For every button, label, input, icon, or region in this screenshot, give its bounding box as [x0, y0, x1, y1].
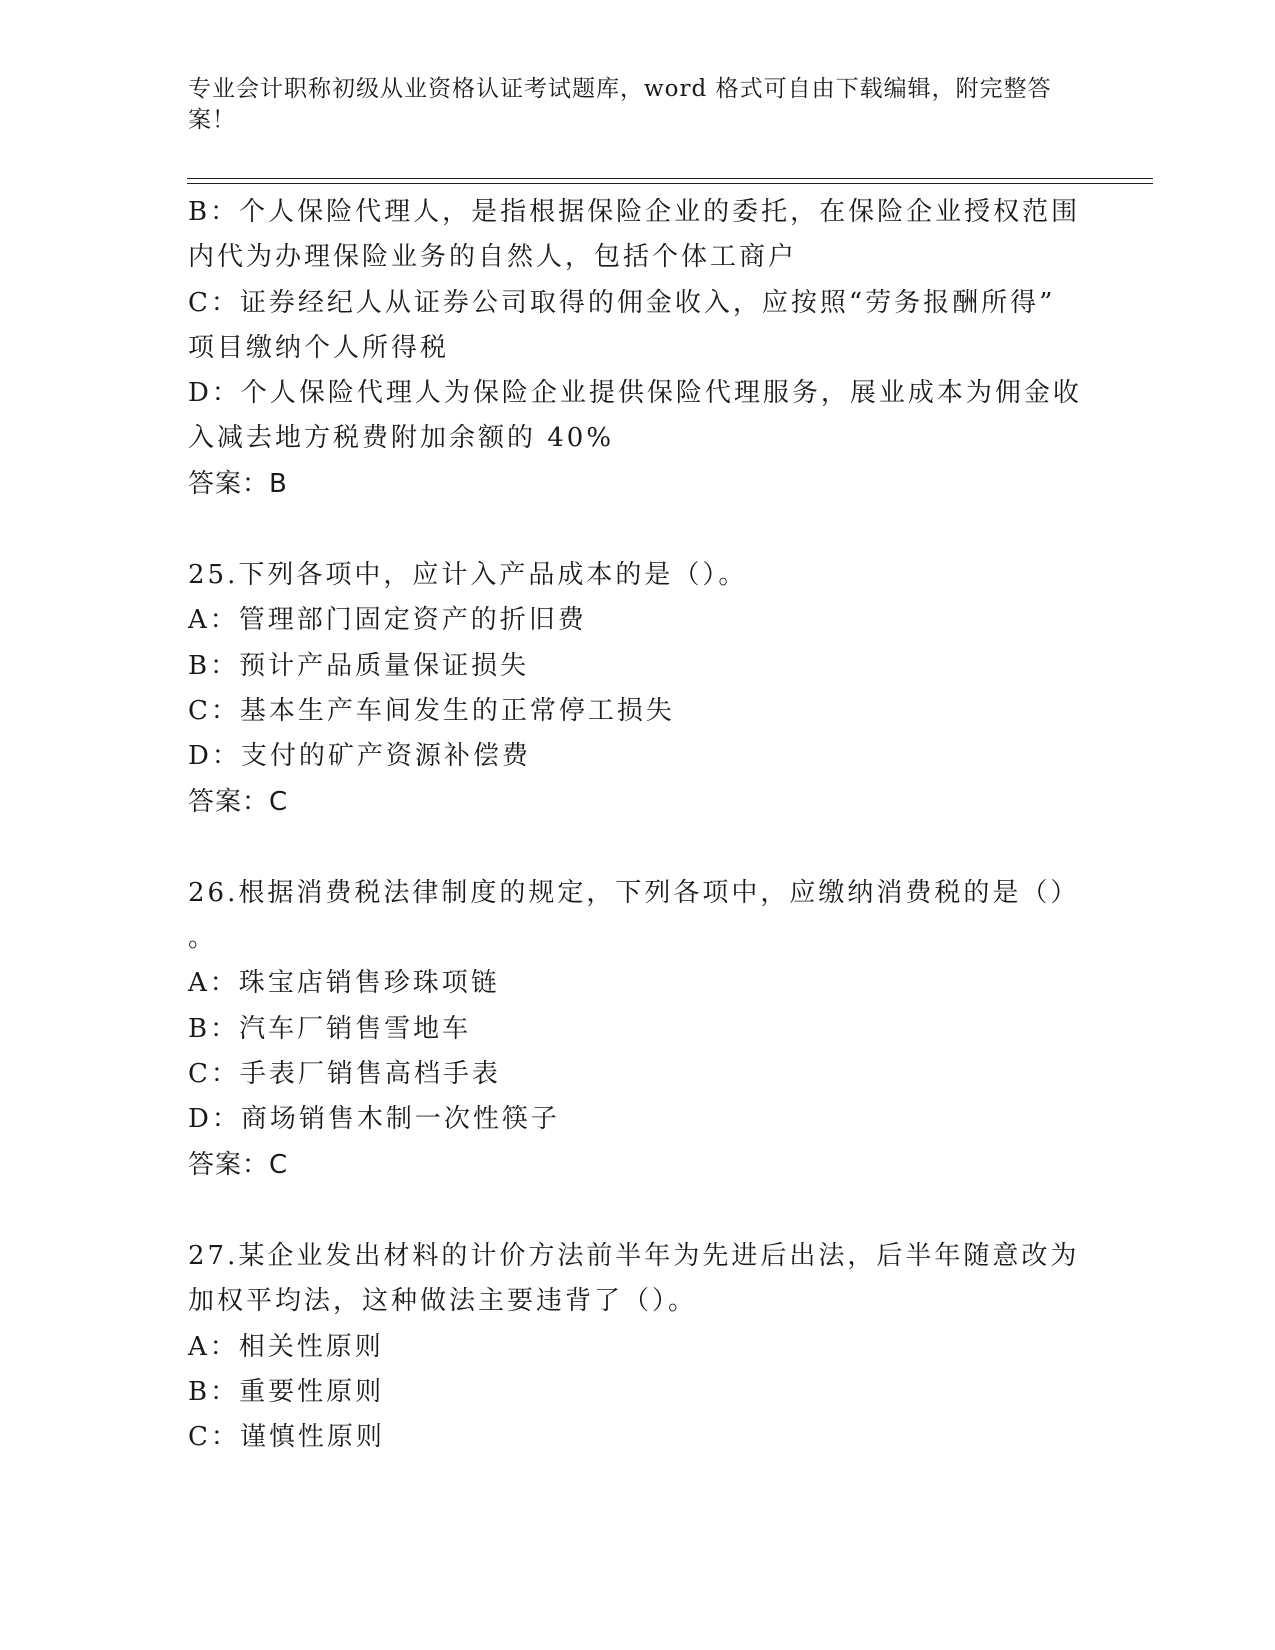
- q25-option-b: B：预计产品质量保证损失: [188, 650, 530, 681]
- q24-option-c-line-2: 项目缴纳个人所得税: [188, 332, 450, 363]
- q26-option-d: D：商场销售木制一次性筷子: [188, 1104, 560, 1135]
- q27-option-b: B：重要性原则: [188, 1376, 385, 1407]
- q24-option-d-line-2: 入减去地方税费附加余额的 40%: [188, 423, 615, 454]
- q25-option-c: C：基本生产车间发生的正常停工损失: [188, 695, 675, 726]
- spacer: [188, 825, 1088, 871]
- q27-question-line-2: 加权平均法，这种做法主要违背了（）。: [188, 1286, 698, 1317]
- header-line-2: 案！: [188, 107, 236, 133]
- q24-option-b-line-1: B：个人保险代理人，是指根据保险企业的委托，在保险企业授权范围: [188, 197, 1081, 227]
- q26-question-line-1: 26.根据消费税法律制度的规定，下列各项中，应缴纳消费税的是（）: [188, 877, 1080, 908]
- q26-question-line-2: 。: [188, 923, 218, 954]
- header-rule-top: [187, 178, 1153, 179]
- spacer: [188, 1188, 1088, 1234]
- q27-option-a: A：相关性原则: [188, 1331, 384, 1362]
- q25-option-a: A：管理部门固定资产的折旧费: [188, 605, 587, 636]
- q24-answer: 答案：B: [188, 468, 288, 499]
- q24-option-c-line-1: C：证券经纪人从证券公司取得的佣金收入，应按照“劳务报酬所得”: [188, 287, 1056, 318]
- q25-answer: 答案：C: [188, 786, 289, 817]
- q25-question: 25.下列各项中，应计入产品成本的是（）。: [188, 560, 748, 591]
- document-header: [188, 74, 1068, 136]
- header-line-1: 专业会计职称初级从业资格认证考试题库，word 格式可自由下载编辑，附完整答: [188, 76, 1052, 102]
- q26-option-b: B：汽车厂销售雪地车: [188, 1013, 472, 1044]
- question-content: [188, 190, 1088, 1460]
- q25-option-d: D：支付的矿产资源补偿费: [188, 741, 531, 772]
- q27-question-line-1: 27.某企业发出材料的计价方法前半年为先进后出法，后半年随意改为: [188, 1240, 1080, 1271]
- q26-option-c: C：手表厂销售高档手表: [188, 1059, 501, 1090]
- header-rule-bottom: [187, 183, 1153, 184]
- q24-option-b-line-2: 内代为办理保险业务的自然人，包括个体工商户: [188, 242, 798, 273]
- q26-option-a: A：珠宝店销售珍珠项链: [188, 968, 500, 999]
- spacer: [188, 507, 1088, 553]
- q27-option-c: C：谨慎性原则: [188, 1422, 385, 1453]
- q26-answer: 答案：C: [188, 1149, 289, 1180]
- q24-option-d-line-1: D：个人保险代理人为保险企业提供保险代理服务，展业成本为佣金收: [188, 378, 1082, 409]
